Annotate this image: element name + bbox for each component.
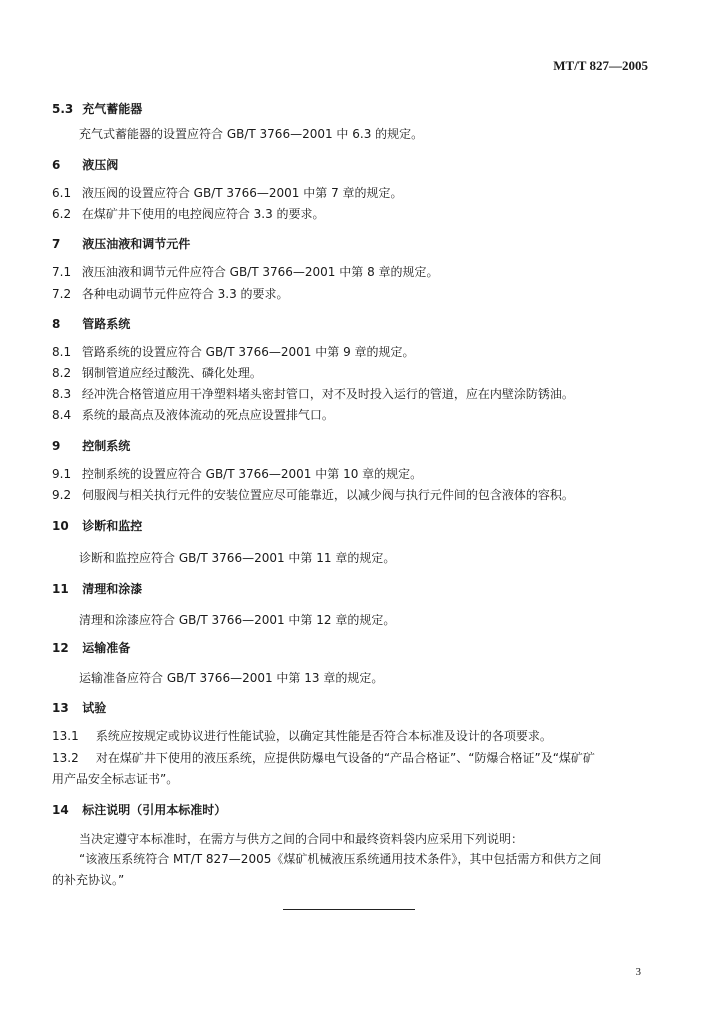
clause-number: 11 — [52, 582, 69, 596]
clause-text: 系统的最高点及液体流动的死点应设置排气口。 — [81, 408, 334, 422]
clause-text: 诊断和监控应符合 GB/T 3766—2001 中第 11 章的规定。 — [79, 551, 396, 565]
clause-text: 充气式蓄能器的设置应符合 GB/T 3766—2001 中 6.3 的规定。 — [79, 127, 424, 141]
section-heading — [52, 640, 130, 656]
clause-number: 9.2 — [52, 488, 72, 502]
clause-number: 6.2 — [52, 207, 72, 221]
body-line — [52, 407, 334, 423]
clause-text: 液压阀 — [82, 158, 119, 172]
body-line — [52, 286, 289, 302]
body-line — [79, 126, 423, 142]
section-heading — [52, 157, 118, 173]
clause-text: 管路系统 — [82, 317, 131, 331]
clause-text: 清理和涂漆应符合 GB/T 3766—2001 中第 12 章的规定。 — [79, 613, 396, 627]
body-line — [52, 264, 439, 280]
clause-number: 14 — [52, 803, 69, 817]
clause-text: 控制系统 — [82, 439, 131, 453]
body-line — [52, 344, 415, 360]
clause-text: 用产品安全标志证书”。 — [52, 772, 179, 786]
section-heading — [52, 101, 142, 117]
section-heading — [52, 802, 226, 818]
clause-text: 试验 — [82, 701, 107, 715]
clause-number: 12 — [52, 641, 69, 655]
section-heading — [52, 316, 130, 332]
body-line — [52, 365, 262, 381]
body-line — [52, 185, 403, 201]
clause-text: 液压阀的设置应符合 GB/T 3766—2001 中第 7 章的规定。 — [81, 186, 403, 200]
clause-text: 充气蓄能器 — [82, 102, 143, 116]
clause-number: 8.3 — [52, 387, 72, 401]
section-heading — [52, 438, 130, 454]
document-code: MT/T 827—2005 — [553, 58, 648, 73]
body-line — [79, 612, 395, 628]
clause-text: 的补充协议。” — [52, 873, 125, 887]
clause-text: 在煤矿井下使用的电控阀应符合 3.3 的要求。 — [81, 207, 325, 221]
clause-number: 9 — [52, 439, 61, 453]
body-line — [52, 466, 422, 482]
section-heading — [52, 518, 142, 534]
clause-text: 各种电动调节元件应符合 3.3 的要求。 — [81, 287, 289, 301]
clause-text: 控制系统的设置应符合 GB/T 3766—2001 中第 10 章的规定。 — [81, 467, 423, 481]
clause-text: 清理和涂漆 — [82, 582, 143, 596]
clause-text: 伺服阀与相关执行元件的安装位置应尽可能靠近，以减少阀与执行元件间的包含液体的容积。 — [81, 488, 574, 502]
clause-number: 7.2 — [52, 287, 72, 301]
clause-number: 7.1 — [52, 265, 72, 279]
clause-number: 13.1 — [52, 729, 79, 743]
clause-text: 当决定遵守本标准时，在需方与供方之间的合同中和最终资料袋内应采用下列说明： — [79, 832, 524, 846]
clause-number: 8 — [52, 317, 61, 331]
page-number: 3 — [635, 966, 641, 978]
clause-number: 9.1 — [52, 467, 72, 481]
body-line — [79, 851, 601, 867]
clause-number: 8.1 — [52, 345, 72, 359]
body-line — [52, 771, 178, 787]
clause-text: 钢制管道应经过酸洗、磷化处理。 — [81, 366, 262, 380]
clause-text: 运输准备应符合 GB/T 3766—2001 中第 13 章的规定。 — [79, 671, 384, 685]
clause-text: 液压油液和调节元件 — [82, 237, 191, 251]
clause-text: 标注说明（引用本标准时） — [82, 803, 227, 817]
clause-number: 5.3 — [52, 102, 74, 116]
clause-text: 系统应按规定或协议进行性能试验，以确定其性能是否符合本标准及设计的各项要求。 — [95, 729, 552, 743]
body-line — [52, 728, 552, 744]
clause-text: 液压油液和调节元件应符合 GB/T 3766—2001 中第 8 章的规定。 — [81, 265, 439, 279]
clause-number: 6.1 — [52, 186, 72, 200]
clause-text: 经冲洗合格管道应用干净塑料堵头密封管口，对不及时投入运行的管道，应在内壁涂防锈油。 — [81, 387, 574, 401]
clause-text: 对在煤矿井下使用的液压系统，应提供防爆电气设备的“产品合格证”、“防爆合格证”及“煤矿矿 — [95, 751, 595, 765]
clause-number: 13 — [52, 701, 69, 715]
body-line — [79, 831, 523, 847]
clause-number: 8.4 — [52, 408, 72, 422]
clause-number: 10 — [52, 519, 69, 533]
body-line — [52, 872, 124, 888]
clause-text: 管路系统的设置应符合 GB/T 3766—2001 中第 9 章的规定。 — [81, 345, 415, 359]
clause-text: 运输准备 — [82, 641, 131, 655]
clause-number: 7 — [52, 237, 61, 251]
body-line — [79, 670, 383, 686]
clause-text: 诊断和监控 — [82, 519, 143, 533]
body-line — [52, 206, 325, 222]
body-line — [52, 386, 574, 402]
body-line — [52, 487, 574, 503]
section-heading — [52, 700, 106, 716]
clause-number: 8.2 — [52, 366, 72, 380]
body-line — [52, 750, 595, 766]
clause-number: 13.2 — [52, 751, 79, 765]
section-heading — [52, 236, 190, 252]
clause-text: “该液压系统符合 MT/T 827—2005《煤矿机械液压系统通用技术条件》，其中包括需方和供方之间 — [79, 852, 602, 866]
end-rule — [283, 909, 415, 910]
body-line — [79, 550, 395, 566]
section-heading — [52, 581, 142, 597]
clause-number: 6 — [52, 158, 61, 172]
